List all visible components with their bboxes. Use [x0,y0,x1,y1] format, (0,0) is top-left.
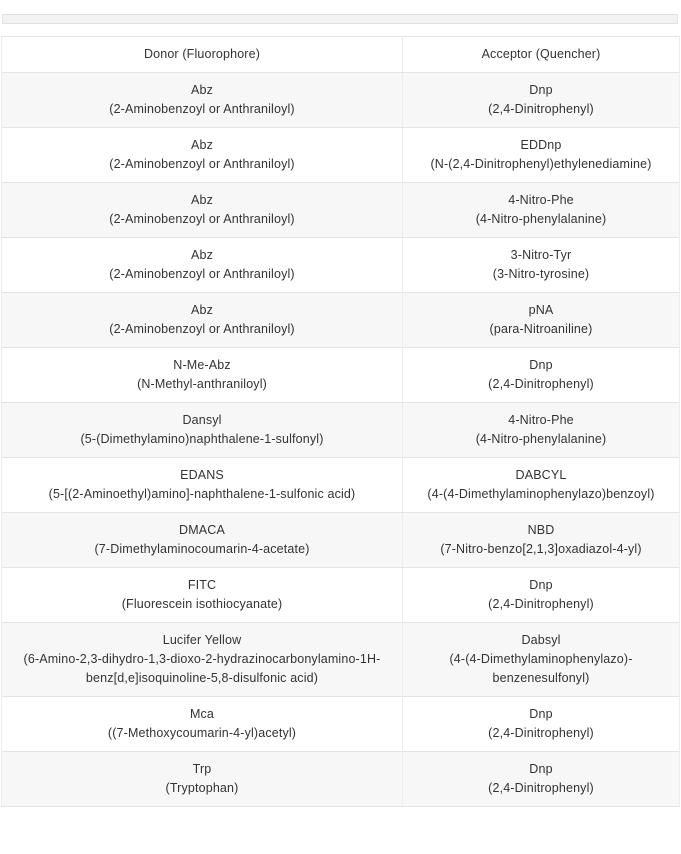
donor-full-name: (2-Aminobenzoyl or Anthraniloyl) [109,322,295,336]
acceptor-full-name: (2,4-Dinitrophenyl) [488,781,594,795]
table-row [2,403,680,458]
donor-column-header: Donor (Fluorophore) [2,37,403,73]
acceptor-abbreviation: 4-Nitro-Phe [508,413,574,427]
donor-full-name: (2-Aminobenzoyl or Anthraniloyl) [109,157,295,171]
donor-abbreviation: Trp [192,762,212,776]
table-row [2,568,680,623]
acceptor-abbreviation: Dnp [529,762,553,776]
acceptor-cell [403,128,680,183]
donor-full-name: (Tryptophan) [165,781,239,795]
donor-cell [2,128,403,183]
table-row [2,458,680,513]
acceptor-full-name: (7-Nitro-benzo[2,1,3]oxadiazol-4-yl) [440,542,642,556]
donor-abbreviation: Abz [191,193,213,207]
acceptor-full-name: (2,4-Dinitrophenyl) [488,726,594,740]
donor-cell [2,403,403,458]
acceptor-full-name: (2,4-Dinitrophenyl) [488,102,594,116]
acceptor-abbreviation: Dabsyl [521,633,561,647]
acceptor-cell [403,348,680,403]
acceptor-cell [403,458,680,513]
acceptor-cell [403,697,680,752]
table-row [2,623,680,697]
acceptor-abbreviation: 3-Nitro-Tyr [510,248,572,262]
donor-cell [2,752,403,807]
acceptor-full-name: (3-Nitro-tyrosine) [492,267,590,281]
donor-abbreviation: Mca [189,707,215,721]
donor-cell [2,348,403,403]
donor-cell [2,568,403,623]
donor-cell [2,183,403,238]
donor-full-name: (2-Aminobenzoyl or Anthraniloyl) [109,102,295,116]
acceptor-full-name: (N-(2,4-Dinitrophenyl)ethylenediamine) [430,157,652,171]
acceptor-full-name: (4-Nitro-phenylalanine) [475,432,607,446]
acceptor-abbreviation: pNA [528,303,554,317]
donor-abbreviation: Abz [191,83,213,97]
table-row [2,238,680,293]
donor-cell [2,513,403,568]
acceptor-abbreviation: Dnp [529,83,553,97]
donor-full-name: (2-Aminobenzoyl or Anthraniloyl) [109,212,295,226]
acceptor-full-name: (4-(4-Dimethylaminophenylazo)-benzenesulfonyl) [449,652,633,685]
table-row [2,348,680,403]
donor-cell [2,623,403,697]
donor-full-name: (5-(Dimethylamino)naphthalene-1-sulfonyl) [80,432,324,446]
acceptor-full-name: (2,4-Dinitrophenyl) [488,597,594,611]
acceptor-abbreviation: DABCYL [515,468,567,482]
acceptor-cell [403,513,680,568]
donor-abbreviation: N-Me-Abz [173,358,231,372]
acceptor-abbreviation: 4-Nitro-Phe [508,193,574,207]
donor-cell [2,293,403,348]
donor-cell [2,697,403,752]
acceptor-full-name: (4-(4-Dimethylaminophenylazo)benzoyl) [427,487,655,501]
donor-abbreviation: Dansyl [182,413,222,427]
acceptor-cell [403,752,680,807]
top-bar [2,14,678,24]
acceptor-abbreviation: Dnp [529,578,553,592]
donor-cell [2,73,403,128]
table-row [2,128,680,183]
acceptor-cell [403,568,680,623]
fret-pairs-table-container [1,36,679,807]
table-row [2,183,680,238]
donor-full-name: (5-[(2-Aminoethyl)amino]-naphthalene-1-sulfonic acid) [48,487,356,501]
donor-abbreviation: Abz [191,248,213,262]
donor-cell [2,238,403,293]
table-row [2,73,680,128]
acceptor-full-name: (para-Nitroaniline) [489,322,593,336]
acceptor-abbreviation: Dnp [529,358,553,372]
table-row [2,697,680,752]
donor-full-name: (N-Methyl-anthraniloyl) [137,377,267,391]
acceptor-abbreviation: NBD [527,523,555,537]
acceptor-column-header: Acceptor (Quencher) [403,37,680,73]
donor-abbreviation: FITC [187,578,217,592]
acceptor-cell [403,73,680,128]
table-row [2,513,680,568]
acceptor-cell [403,293,680,348]
acceptor-cell [403,403,680,458]
donor-full-name: ((7-Methoxycoumarin-4-yl)acetyl) [107,726,297,740]
donor-abbreviation: EDANS [180,468,224,482]
donor-abbreviation: DMACA [179,523,225,537]
acceptor-full-name: (2,4-Dinitrophenyl) [488,377,594,391]
acceptor-cell [403,183,680,238]
donor-abbreviation: Abz [191,303,213,317]
donor-full-name: (7-Dimethylaminocoumarin-4-acetate) [94,542,310,556]
fret-pairs-table [1,36,680,807]
table-row [2,293,680,348]
acceptor-full-name: (4-Nitro-phenylalanine) [475,212,607,226]
donor-full-name: (2-Aminobenzoyl or Anthraniloyl) [109,267,295,281]
acceptor-abbreviation: Dnp [529,707,553,721]
donor-abbreviation: Abz [191,138,213,152]
acceptor-cell [403,623,680,697]
acceptor-cell [403,238,680,293]
donor-cell [2,458,403,513]
acceptor-abbreviation: EDDnp [520,138,562,152]
table-body [2,73,680,807]
donor-full-name: (Fluorescein isothiocyanate) [121,597,283,611]
table-row [2,752,680,807]
table-header-row [2,37,680,73]
donor-abbreviation: Lucifer Yellow [162,633,242,647]
donor-full-name: (6-Amino-2,3-dihydro-1,3-dioxo-2-hydrazinocarbonylamino-1H-benz[d,e]isoquinoline-5,8-disulfonic acid) [23,652,381,685]
